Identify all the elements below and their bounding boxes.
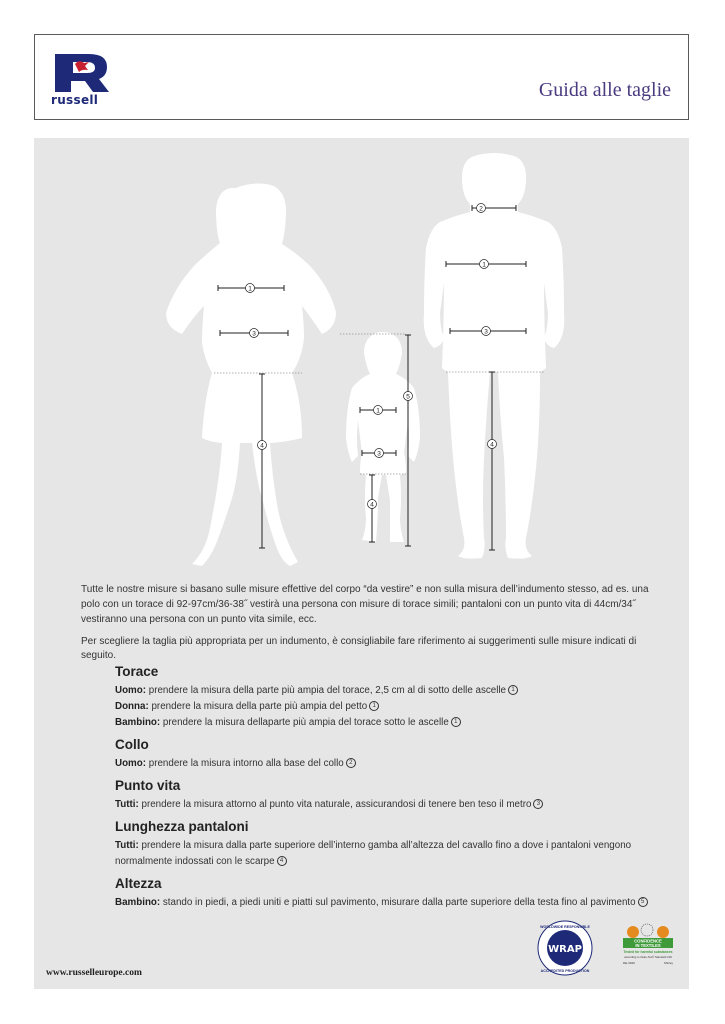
marker-child-1 xyxy=(374,406,383,415)
marker-1-icon: 1 xyxy=(451,717,461,727)
marker-3-icon: 3 xyxy=(533,799,543,809)
marker-woman-4 xyxy=(258,441,267,450)
svg-text:3: 3 xyxy=(484,328,488,336)
wrap-badge-icon xyxy=(538,921,592,975)
svg-text:4: 4 xyxy=(490,441,494,449)
section-title: Collo xyxy=(115,737,149,752)
svg-text:ACCREDITED PRODUCTION: ACCREDITED PRODUCTION xyxy=(540,969,590,973)
marker-child-5 xyxy=(404,392,413,401)
section-title: Punto vita xyxy=(115,778,181,793)
marker-man-4 xyxy=(488,440,497,449)
marker-man-2 xyxy=(477,204,486,213)
instruction-line: Donna: prendere la misura della parte più ampia del petto 1 xyxy=(115,699,655,715)
section-altezza xyxy=(115,875,655,911)
child-silhouette xyxy=(346,332,420,542)
marker-child-3 xyxy=(375,449,384,458)
marker-1-icon: 1 xyxy=(369,701,379,711)
marker-woman-1 xyxy=(246,284,255,293)
content-panel xyxy=(34,138,689,989)
svg-text:1: 1 xyxy=(248,285,252,293)
svg-text:5: 5 xyxy=(406,393,410,401)
marker-child-4 xyxy=(368,500,377,509)
intro-advice: Per scegliere la taglia più appropriata per un indumento, è consigliabile fare riferimento ai suggerimenti sulle misure indicati di seguito. xyxy=(81,636,637,661)
oeko-tex-badge-icon xyxy=(623,924,673,965)
website-link[interactable]: www.russelleurope.com xyxy=(46,968,142,978)
body-measurement-figures xyxy=(34,138,689,568)
section-lunghezza-pantaloni xyxy=(115,818,655,870)
svg-text:4: 4 xyxy=(260,442,264,450)
svg-text:DE-3940: DE-3940 xyxy=(623,961,635,965)
instruction-line: Bambino: prendere la misura dellaparte più ampia del torace sotto le ascelle 1 xyxy=(115,715,655,731)
brand-wordmark: russell xyxy=(51,93,99,107)
svg-text:WRAP: WRAP xyxy=(548,944,582,955)
instruction-line: Bambino: stando in piedi, a piedi uniti e piatti sul pavimento, misurare dalla parte superiore della testa fino al pavimento 5 xyxy=(115,895,655,911)
intro-paragraph: Tutte le nostre misure si basano sulle misure effettive del corpo “da vestire” e non sulla misura dell’indumento stesso, ad es. una polo con un torace di 92-97cm/36-38˝ vestirà una persona con misure di torace simili; pantaloni con un punto vita di 44cm/34˝ vestiranno una persona con un punto vita simile, ecc. xyxy=(81,584,649,625)
instruction-line: Uomo: prendere la misura intorno alla base del collo 2 xyxy=(115,756,655,772)
russell-logo-mark-icon xyxy=(51,53,113,93)
svg-text:3: 3 xyxy=(377,450,381,458)
instruction-line: Tutti: prendere la misura dalla parte superiore dell’interno gamba all’altezza del cavallo fino a dove i pantaloni vengono normalmente indossati con le scarpe 4 xyxy=(115,840,632,867)
marker-5-icon: 5 xyxy=(638,897,648,907)
svg-text:Tested for harmful substances: Tested for harmful substances xyxy=(623,950,673,954)
man-silhouette xyxy=(424,153,565,559)
section-title: Altezza xyxy=(115,876,162,891)
marker-man-3 xyxy=(482,327,491,336)
svg-text:3: 3 xyxy=(252,330,256,338)
page-title: Guida alle taglie xyxy=(538,79,671,101)
marker-man-1 xyxy=(480,260,489,269)
section-title: Lunghezza pantaloni xyxy=(115,819,249,834)
svg-text:Shirley: Shirley xyxy=(663,961,673,965)
measurement-sections xyxy=(115,663,655,916)
svg-text:IN TEXTILES: IN TEXTILES xyxy=(635,943,661,948)
marker-1-icon: 1 xyxy=(508,685,518,695)
instruction-line: Uomo: prendere la misura della parte più ampia del torace, 2,5 cm al di sotto delle ascelle 1 xyxy=(115,683,655,699)
section-torace xyxy=(115,663,655,731)
certification-badges xyxy=(537,918,677,978)
section-title: Torace xyxy=(115,664,159,679)
marker-woman-3 xyxy=(250,329,259,338)
marker-4-icon: 4 xyxy=(277,856,287,866)
marker-2-icon: 2 xyxy=(346,758,356,768)
woman-silhouette xyxy=(166,184,336,567)
svg-text:2: 2 xyxy=(479,205,483,213)
russell-logo xyxy=(51,53,113,109)
svg-text:4: 4 xyxy=(370,501,374,509)
svg-text:1: 1 xyxy=(482,261,486,269)
section-punto-vita xyxy=(115,777,655,813)
svg-text:WORLDWIDE RESPONSIBLE: WORLDWIDE RESPONSIBLE xyxy=(540,925,590,929)
section-collo xyxy=(115,736,655,772)
page-header xyxy=(34,34,689,120)
svg-text:according to Oeko-Tex® Standar: according to Oeko-Tex® Standard 100 xyxy=(624,955,672,959)
instruction-line: Tutti: prendere la misura attorno al punto vita naturale, assicurandosi di tenere ben teso il metro 3 xyxy=(115,797,655,813)
svg-text:1: 1 xyxy=(376,407,380,415)
svg-text:CONFIDENCE: CONFIDENCE xyxy=(634,938,662,944)
